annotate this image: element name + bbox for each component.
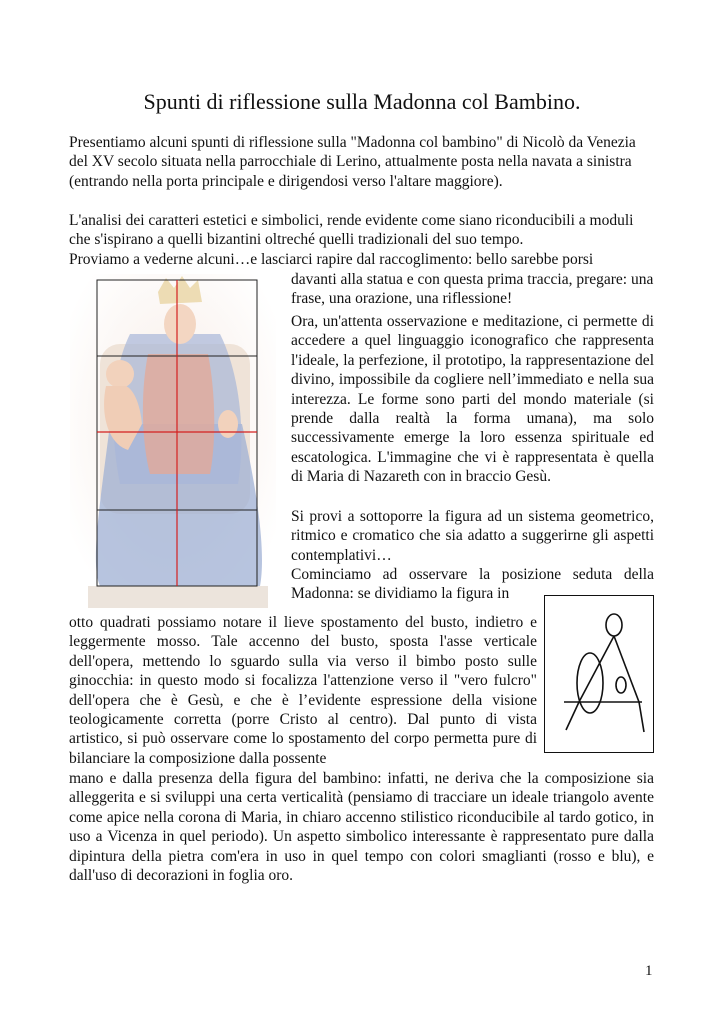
document-title: Spunti di riflessione sulla Madonna col Bambino.: [143, 89, 581, 114]
composition-sketch: [544, 595, 654, 753]
position-paragraph-start: Cominciamo ad osservare la posizione seduta della Madonna: se dividiamo la figura in: [291, 566, 654, 603]
page-number: 1: [645, 963, 653, 979]
invitation-paragraph-continued: davanti alla statua e con questa prima traccia, pregare: una frase, una orazione, una riflessione!: [291, 271, 654, 308]
statue-base: [88, 586, 268, 608]
madonna-hand: [218, 410, 238, 438]
red-dress: [143, 354, 214, 474]
intro-paragraph: Presentiamo alcuni spunti di riflessione sulla "Madonna col bambino" di Nicolò da Venezia del XV secolo situata nella parrocchiale di Lerino, attualmente posta nella navata a sinistra (entrando nella porta principale e dirigendosi verso l'altare maggiore).: [69, 134, 636, 190]
sketch-frame: [545, 596, 654, 753]
geometry-paragraph: Si provi a sottoporre la figura ad un sistema geometrico, ritmico e cromatico che sia adatto a suggerirne gli aspetti contemplativi…: [291, 508, 654, 564]
madonna-face: [164, 304, 196, 344]
invitation-paragraph-start: Proviamo a vederne alcuni…e lasciarci rapire dal raccoglimento: bello sarebbe porsi: [69, 251, 594, 268]
position-paragraph-end: mano e dalla presenza della figura del bambino: infatti, ne deriva che la composizione sia alleggerita e si sviluppi una certa verticalità (pensiamo di tracciare un ideale triangolo avente come apice nella corona di Maria, in chiaro accenno stilistico riconducibile al tardo gotico, in uso a Vicenza in quel periodo). Un aspetto simbolico interessante è rappresentato pure dalla dipintura della pietra com'era in uso in quel tempo con colori smaglianti (rosso e blu), e dall'uso di decorazioni in foglia oro.: [69, 770, 654, 885]
observation-paragraph: Ora, un'attenta osservazione e meditazione, ci permette di accedere a quel linguaggio iconografico che rappresenta l'ideale, la perfezione, il prototipo, la rappresentazione del divino, impossibile da cogliere nell’immediato e nella sua interezza. Le forme sono parti del mondo materiale (si prende dalla realtà la forma umana), ma solo successivamente emerge la loro essenza spirituale ed escatologica. L'immagine che vi è rappresentata è quella di Maria di Nazareth con in braccio Gesù.: [291, 313, 654, 486]
statue-grid-figure: [70, 274, 276, 610]
position-paragraph-middle: otto quadrati possiamo notare il lieve spostamento del busto, indietro e leggermente mosso. Tale accenno del busto, sposta l'asse verticale dell'opera, mettendo lo sguardo sulla via verso il bimbo posto sulle ginocchia: in questo modo si focalizza l'attenzione verso il "vero fulcro" dell'opera che è Gesù, e che è l’evidente espressione della visione teologicamente corretta (porre Cristo al centro). Dal punto di vista artistico, si può osservare come lo spostamento del corpo permetta pure di bilanciare la composizione dalla possente: [69, 614, 537, 767]
child-head: [106, 360, 134, 388]
triangle-composition-figure: [544, 595, 654, 753]
madonna-statue-photo: [70, 274, 276, 610]
analysis-paragraph: L'analisi dei caratteri estetici e simbolici, rende evidente come siano riconducibili a moduli che s'ispirano a quelli bizantini oltreché quelli tradizionali del suo tempo.: [69, 212, 634, 249]
